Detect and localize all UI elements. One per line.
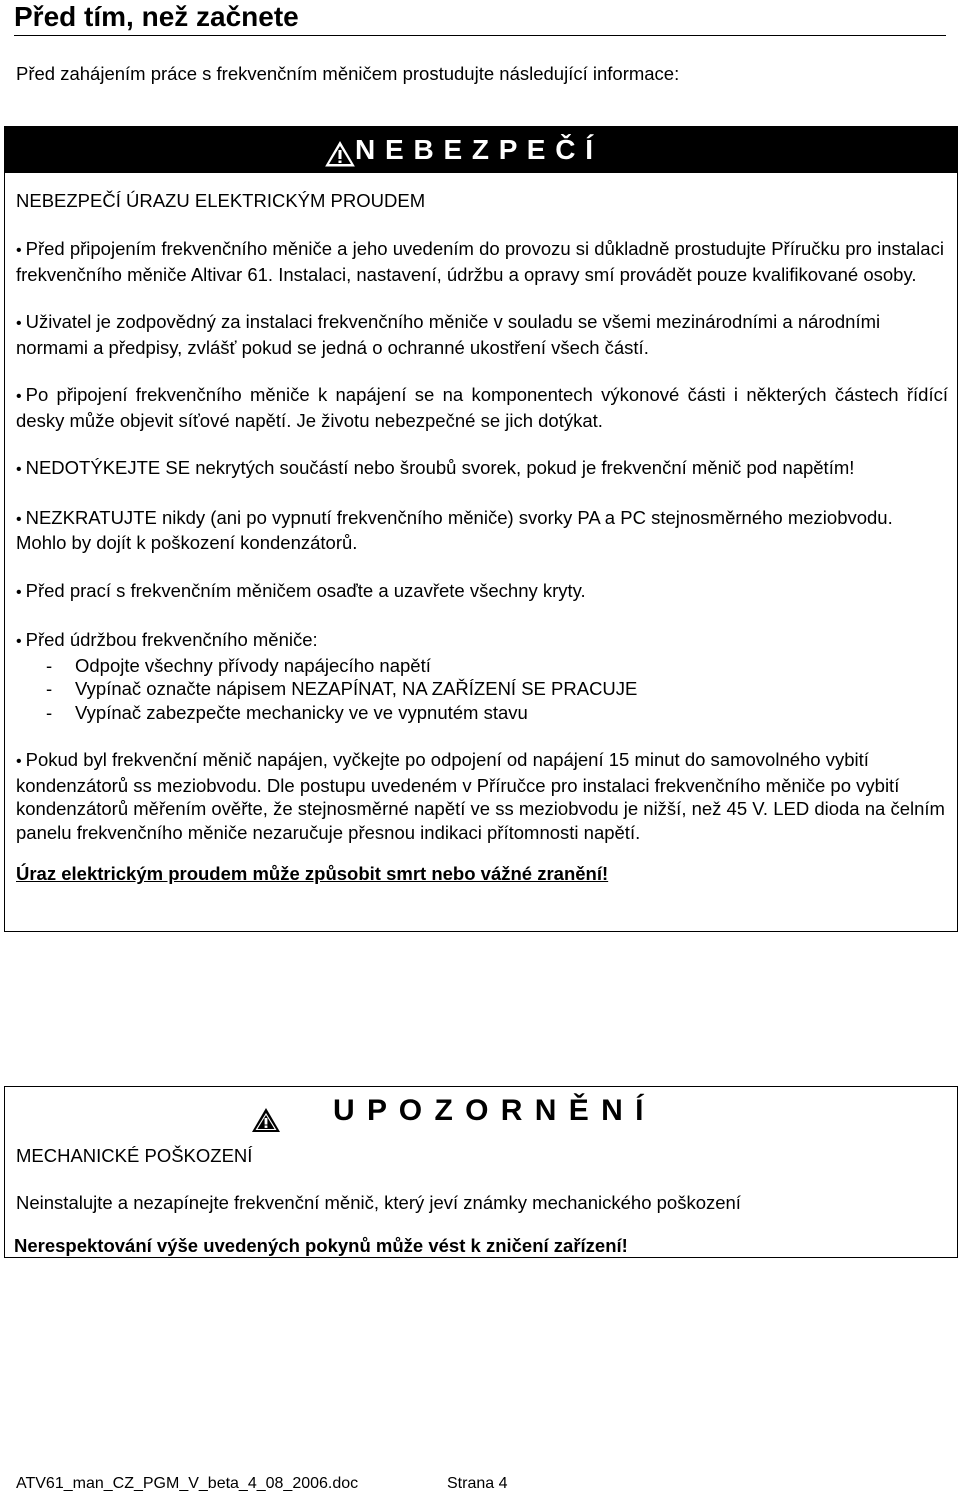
- danger-item: • Pokud byl frekvenční měnič napájen, vyčkejte po odpojení od napájení 15 minut do samovolného vybití kondenzátorů ss meziobvodu. Dle postupu uvedeném v Příručce pro instalaci frekvenčního měniče po vybití kondenzátorů měřením ověřte, že stejnosměrné napětí ve ss meziobvodu je nižší, než 45 V. LED dioda na čelním panelu frekvenčního měniče nezaručuje přesnou indikaci přítomnosti napětí.: [16, 749, 945, 843]
- danger-item: • NEDOTÝKEJTE SE nekrytých součástí nebo šroubů svorek, pokud je frekvenční měnič pod napětím!: [16, 457, 855, 478]
- danger-item: • Před prací s frekvenčním měničem osaďte a uzavřete všechny kryty.: [16, 579, 586, 601]
- footer-page: Strana 4: [447, 1475, 508, 1492]
- danger-header-bar: [5, 127, 957, 173]
- footer-filename: ATV61_man_CZ_PGM_V_beta_4_08_2006.doc: [16, 1475, 359, 1492]
- danger-subtitle: NEBEZPEČÍ ÚRAZU ELEKTRICKÝM PROUDEM: [16, 190, 426, 211]
- intro-text: Před zahájením práce s frekvenčním měničem prostudujte následující informace:: [16, 63, 680, 84]
- warning-conclusion: Nerespektování výše uvedených pokynů může vést k zničení zařízení!: [14, 1235, 628, 1256]
- danger-box: [4, 126, 958, 932]
- danger-conclusion: Úraz elektrickým proudem může způsobit smrt nebo vážné zranění!: [16, 863, 609, 884]
- maintenance-steps: [16, 654, 948, 725]
- danger-item: • Uživatel je zodpovědný za instalaci frekvenčního měniče v souladu se všemi mezinárodními a národními normami a předpisy, zvlášť pokud se jedná o ochranné ukostření všech částí.: [16, 311, 881, 358]
- warning-triangle-icon: [251, 1107, 281, 1133]
- danger-item: • Před údržbou frekvenčního měniče:: [16, 629, 318, 650]
- danger-items: [16, 237, 948, 886]
- warning-triangle-icon: [325, 141, 355, 167]
- warning-title: U P O Z O R N Ě N Í: [333, 1094, 646, 1127]
- page-title: Před tím, než začnete: [14, 0, 946, 36]
- danger-item: • Po připojení frekvenčního měniče k napájení se na komponentech výkonové části i některých částech řídící desky může objevit síťové napětí. Je životu nebezpečné se jich dotýkat.: [16, 384, 948, 431]
- warning-box: [4, 1086, 958, 1258]
- maintenance-step: - Vypínač zabezpečte mechanicky ve ve vypnutém stavu: [46, 701, 528, 723]
- danger-item: • NEZKRATUJTE nikdy (ani po vypnutí frekvenčního měniče) svorky PA a PC stejnosměrného meziobvodu. Mohlo by dojít k poškození kondenzátorů.: [16, 506, 893, 553]
- maintenance-step: - Odpojte všechny přívody napájecího napětí: [46, 654, 431, 676]
- warning-subtitle: MECHANICKÉ POŠKOZENÍ: [16, 1145, 253, 1166]
- danger-title: N E B E Z P E Č Í: [355, 134, 594, 165]
- warning-text: Neinstalujte a nezapínejte frekvenční měnič, který jeví známky mechanického poškození: [16, 1192, 741, 1213]
- maintenance-step: - Vypínač označte nápisem NEZAPÍNAT, NA ZAŘÍZENÍ SE PRACUJE: [46, 678, 638, 699]
- danger-item: • Před připojením frekvenčního měniče a jeho uvedením do provozu si důkladně prostudujte Příručku pro instalaci frekvenčního měniče Altivar 61. Instalaci, nastavení, údržbu a opravy smí provádět pouze kvalifikované osoby.: [16, 238, 944, 285]
